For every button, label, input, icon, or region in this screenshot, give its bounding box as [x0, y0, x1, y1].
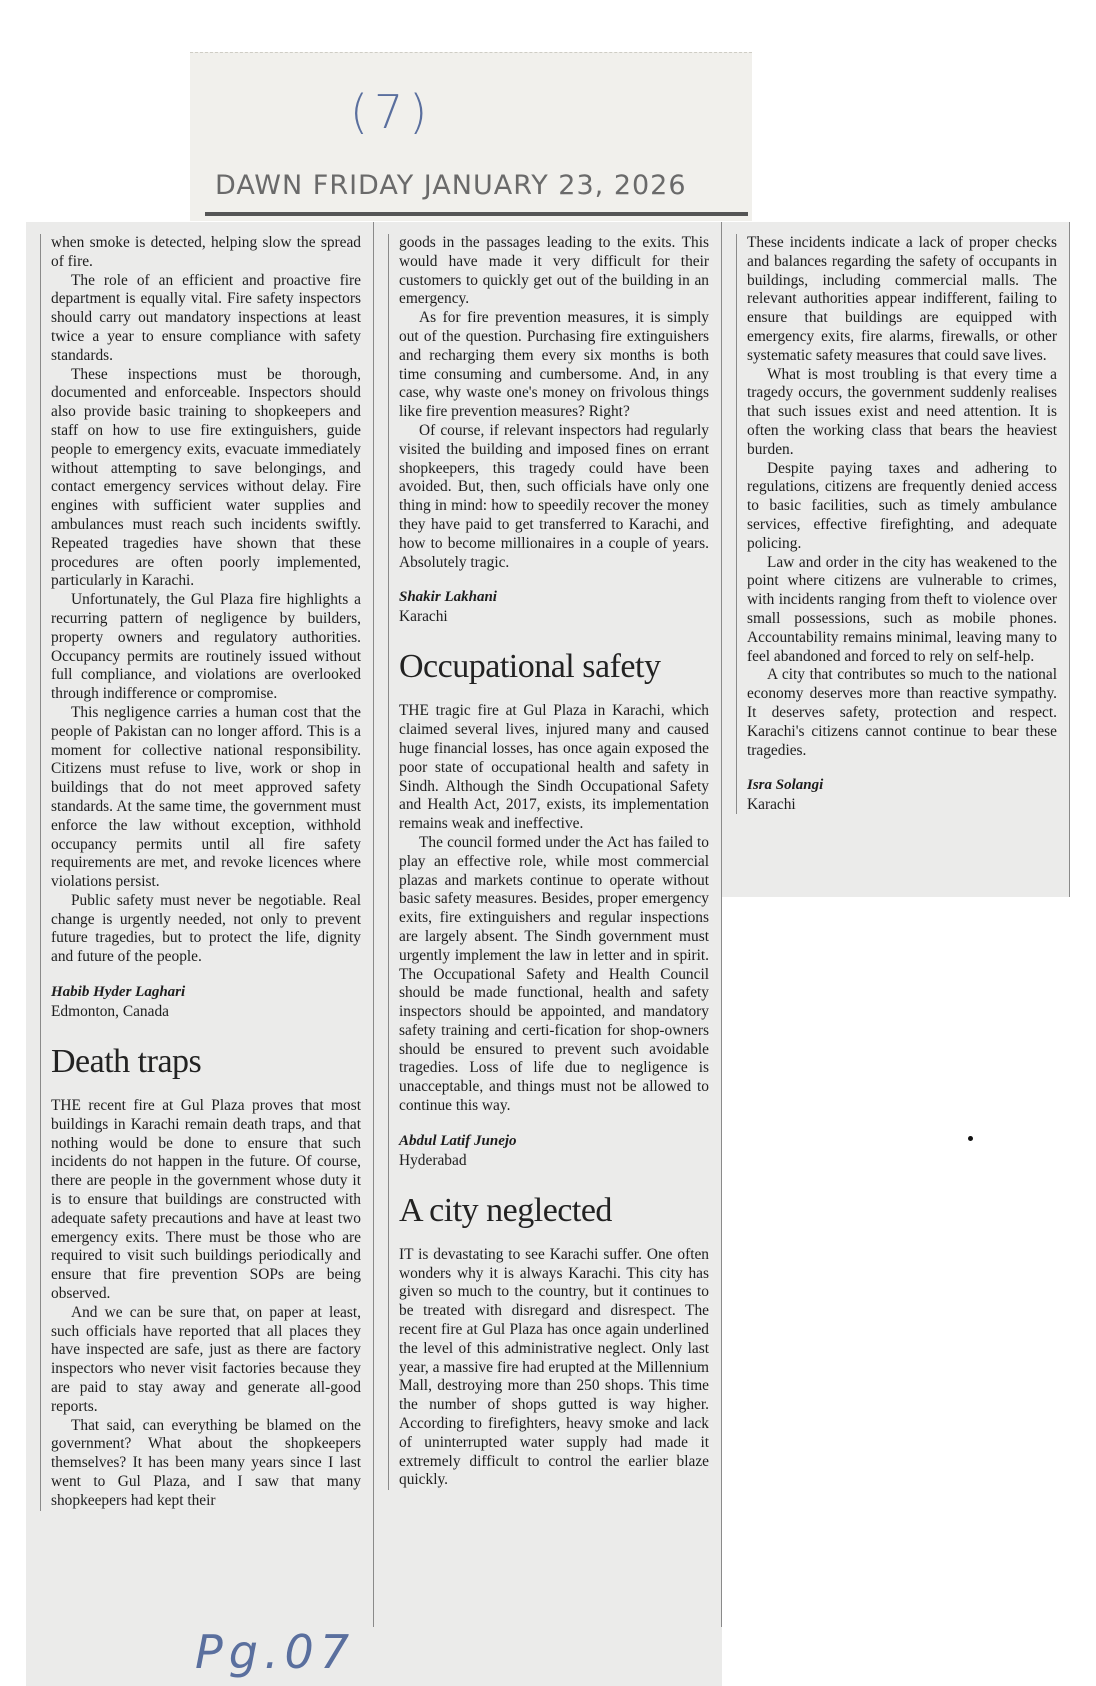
column-2-body	[388, 234, 709, 1490]
paragraph: Law and order in the city has weakened to the point where citizens are vulnerable to crimes, with incidents ranging from theft to violence over small possessions, such as mobile phones. Accountability remains minimal, leaving many to feel abandoned and forced to rely on self-help.	[747, 553, 1057, 665]
column-1-body	[40, 234, 361, 1511]
column-2	[374, 222, 722, 1627]
author-location: Edmonton, Canada	[51, 1003, 169, 1021]
clipping-bottom-margin	[26, 1627, 722, 1686]
dateline-rule	[205, 212, 748, 216]
column-1	[26, 222, 374, 1627]
paragraph: Public safety must never be negotiable. Real change is urgently needed, not only to prevent future tragedies, but to protect the life, dignity and future of the people.	[51, 891, 361, 966]
paragraph: That said, can everything be blamed on the government? What about the shopkeepers themselves? It has been many years since I last went to Gul Plaza, and I saw that many shopkeepers had kept their	[51, 1416, 361, 1509]
paragraph: These incidents indicate a lack of proper checks and balances regarding the safety of occupants in buildings, including commercial malls. The relevant authorities appear indifferent, failing to ensure that buildings are equipped with emergency exits, fire alarms, firewalls, or other systematic safety measures that could save lives.	[747, 234, 1057, 364]
paragraph: when smoke is detected, helping slow the spread of fire.	[51, 234, 361, 270]
author-location: Karachi	[399, 608, 448, 626]
paragraph: Of course, if relevant inspectors had regularly visited the building and imposed fines on errant shopkeepers, this tragedy could have been avoided. But, then, such officials have only one thing in mind: how to speedily recover the money they have paid to get transferred to Karachi, and how to become millionaires in a couple of years. Absolutely tragic.	[399, 421, 709, 571]
paragraph: This negligence carries a human cost that the people of Pakistan can no longer afford. This is a moment for collective national responsibility. Citizens must refuse to live, work or shop in buildings that do not meet approved safety standards. At the same time, the government must enforce the law without exception, withhold occupancy permits until all fire safety requirements are met, and revoke licences where violations persist.	[51, 703, 361, 891]
author-signature: Shakir Lakhani	[399, 589, 497, 606]
handwritten-number: (7)	[350, 85, 434, 139]
column-3-body	[736, 234, 1057, 814]
letter-heading: Occupational safety	[399, 648, 661, 686]
author-location: Hyderabad	[399, 1151, 467, 1169]
paragraph: IT is devastating to see Karachi suffer. One often wonders why it is always Karachi. This city has given so much to the country, but it continues to be treated with disregard and disrespect. The recent fire at Gul Plaza has once again underlined the level of this administrative neglect. Only last year, a massive fire had erupted at the Millennium Mall, destroying more than 250 shops. This time the number of shops gutted is way higher. According to firefighters, heavy smoke and lack of uninterrupted water supply had made it extremely difficult to control the earlier blaze quickly.	[399, 1245, 709, 1489]
newspaper-dateline: DAWN FRIDAY JANUARY 23, 2026	[215, 170, 687, 201]
paragraph: The council formed under the Act has failed to play an effective role, while most commercial plazas and markets continue to operate without basic safety measures. Besides, proper emergency exits, fire extinguishers and regular inspections are largely absent. The Sindh government must urgently implement the law in letter and in spirit. The Occupational Safety and Health Council should be made functional, health and safety inspectors should be appointed, and mandatory safety training and certi-fication for shop-owners should be ensured to prevent such avoidable tragedies. Loss of life due to negligence is unacceptable, and things must not be allowed to continue this way.	[399, 833, 709, 1115]
paragraph: Unfortunately, the Gul Plaza fire highlights a recurring pattern of negligence by builders, property owners and regulatory authorities. Occupancy permits are routinely issued without full compliance, and violations are overlooked through indifference or compromise.	[51, 591, 361, 703]
column-3	[722, 222, 1070, 897]
paragraph: THE recent fire at Gul Plaza proves that most buildings in Karachi remain death traps, and that nothing would be done to ensure that such incidents do not happen in the future. Of course, there are people in the government whose duty it is to ensure that buildings are constructed with adequate safety precautions and have at least two emergency exits. There must be those who are required to visit such buildings periodically and ensure that fire prevention SOPs are being observed.	[51, 1097, 361, 1303]
author-signature: Isra Solangi	[747, 777, 824, 794]
letter-heading: Death traps	[51, 1043, 202, 1081]
paragraph: What is most troubling is that every time a tragedy occurs, the government suddenly realises that such issues exist and need attention. It is often the working class that bears the heaviest burden.	[747, 365, 1057, 458]
scan-speck	[968, 1136, 973, 1141]
paragraph: The role of an efficient and proactive fire department is equally vital. Fire safety inspectors should carry out mandatory inspections at least twice a year to ensure compliance with safety standards.	[51, 271, 361, 364]
paragraph: Despite paying taxes and adhering to regulations, citizens are frequently denied access to basic facilities, such as timely ambulance services, effective firefighting, and adequate policing.	[747, 459, 1057, 552]
author-location: Karachi	[747, 796, 796, 814]
paragraph: goods in the passages leading to the exits. This would have made it very difficult for their customers to quickly get out of the building in an emergency.	[399, 234, 709, 308]
author-signature: Habib Hyder Laghari	[51, 984, 186, 1001]
paragraph: And we can be sure that, on paper at least, such officials have reported that all places they have inspected are safe, just as there are factory inspectors who never visit factories because they are paid to stay away and generate all-good reports.	[51, 1303, 361, 1415]
paragraph: A city that contributes so much to the national economy deserves more than reactive sympathy. It deserves safety, protection and respect. Karachi's citizens cannot continue to bear these tragedies.	[747, 666, 1057, 759]
paragraph: THE tragic fire at Gul Plaza in Karachi, which claimed several lives, injured many and caused huge financial losses, has once again exposed the poor state of occupational health and safety in Sindh. Although the Sindh Occupational Safety and Health Act, 2017, exists, its implementation remains weak and ineffective.	[399, 702, 709, 833]
paragraph: These inspections must be thorough, documented and enforceable. Inspectors should also provide basic training to shopkeepers and staff on how to use fire extinguishers, guide people to emergency exits, evacuate immediately without attempting to save belongings, and contact emergency services without delay. Fire engines with sufficient water supplies and ambulances must reach such incidents swiftly. Repeated tragedies have shown that these procedures are often poorly implemented, particularly in Karachi.	[51, 365, 361, 590]
paragraph: As for fire prevention measures, it is simply out of the question. Purchasing fire extinguishers and recharging them every six months is both time consuming and cumbersome. And, in any case, why waste one's money on frivolous things like fire prevention measures? Right?	[399, 309, 709, 421]
handwritten-page-number: Pg.07	[195, 1625, 356, 1679]
author-signature: Abdul Latif Junejo	[399, 1132, 517, 1149]
letter-heading: A city neglected	[399, 1191, 612, 1229]
